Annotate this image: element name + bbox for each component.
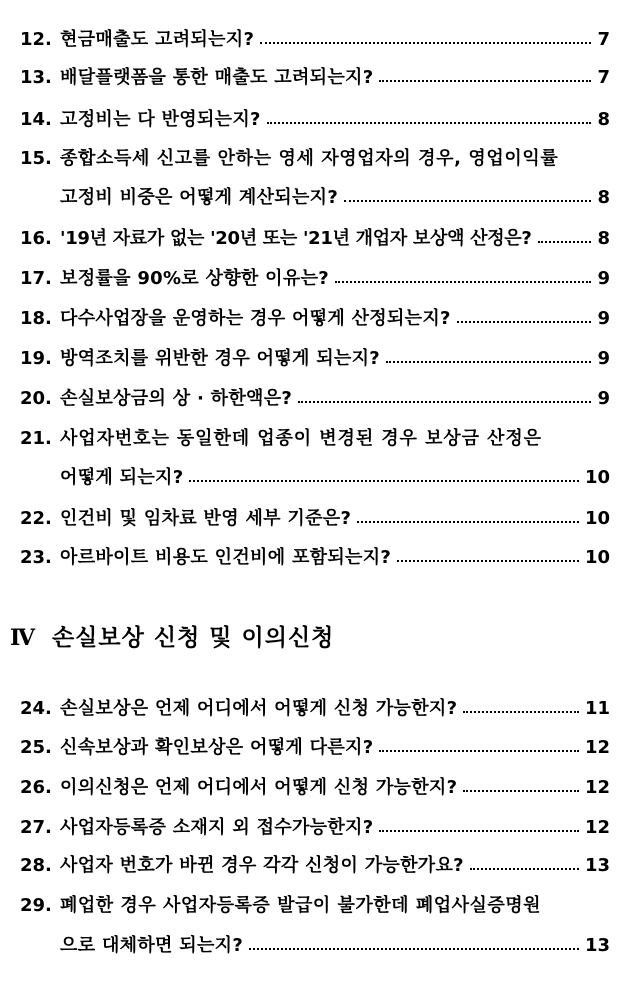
toc-entry-23[interactable] bbox=[20, 544, 610, 572]
section-heading bbox=[10, 620, 334, 656]
page-number: 10 bbox=[584, 467, 610, 488]
entry-number: 18. bbox=[20, 308, 52, 329]
dot-leader bbox=[379, 830, 578, 832]
entry-number: 23. bbox=[20, 547, 52, 568]
entry-number: 28. bbox=[20, 855, 52, 876]
page-number: 11 bbox=[584, 698, 610, 719]
page-number: 12 bbox=[584, 777, 610, 798]
entry-title: 아르바이트 비용도 인건비에 포함되는지? bbox=[60, 547, 392, 568]
entry-title: 으로 대체하면 되는지? bbox=[60, 935, 244, 956]
toc-entry-18[interactable] bbox=[20, 305, 610, 333]
toc-entry-14[interactable] bbox=[20, 106, 610, 134]
entry-number: 13. bbox=[20, 67, 52, 88]
page-number: 12 bbox=[584, 817, 610, 838]
toc-entry-19[interactable] bbox=[20, 345, 610, 373]
entry-title: 보정률을 90%로 상향한 이유는? bbox=[60, 268, 329, 289]
entry-number: 16. bbox=[20, 228, 52, 249]
page-number: 8 bbox=[597, 187, 610, 208]
toc-entry-16[interactable] bbox=[20, 225, 610, 253]
entry-number: 21. bbox=[20, 428, 52, 449]
page-number: 13 bbox=[584, 855, 610, 876]
toc-entry-17[interactable] bbox=[20, 265, 610, 293]
toc-entry-25[interactable] bbox=[20, 734, 610, 762]
toc-entry-21-continuation[interactable] bbox=[60, 464, 610, 492]
dot-leader bbox=[357, 521, 579, 523]
toc-entry-13[interactable] bbox=[20, 64, 610, 92]
dot-leader bbox=[457, 321, 592, 323]
entry-title: 손실보상금의 상 · 하한액은? bbox=[60, 388, 293, 409]
dot-leader bbox=[379, 80, 591, 82]
dot-leader bbox=[379, 750, 578, 752]
page-number: 8 bbox=[597, 109, 610, 130]
dot-leader bbox=[463, 790, 579, 792]
dot-leader bbox=[267, 122, 592, 124]
entry-number: 26. bbox=[20, 777, 52, 798]
dot-leader bbox=[538, 241, 592, 243]
entry-title: 사업자 번호가 바뀐 경우 각각 신청이 가능한가요? bbox=[60, 855, 464, 876]
entry-number: 15. bbox=[20, 148, 52, 169]
entry-title: 고정비는 다 반영되는지? bbox=[60, 109, 261, 130]
entry-title: 고정비 비중은 어떻게 계산되는지? bbox=[60, 187, 339, 208]
toc-entry-15[interactable] bbox=[20, 145, 610, 173]
dot-leader bbox=[260, 42, 591, 44]
dot-leader bbox=[189, 480, 579, 482]
entry-number: 20. bbox=[20, 388, 52, 409]
dot-leader bbox=[298, 401, 591, 403]
entry-title: 방역조치를 위반한 경우 어떻게 되는지? bbox=[60, 348, 381, 369]
page-number: 9 bbox=[597, 348, 610, 369]
entry-number: 19. bbox=[20, 348, 52, 369]
entry-number: 24. bbox=[20, 698, 52, 719]
page-number: 7 bbox=[597, 67, 610, 88]
entry-title: 인건비 및 임차료 반영 세부 기준은? bbox=[60, 508, 352, 529]
entry-number: 29. bbox=[20, 895, 52, 916]
entry-number: 14. bbox=[20, 109, 52, 130]
dot-leader bbox=[397, 560, 579, 562]
dot-leader bbox=[335, 281, 591, 283]
toc-entry-29-continuation[interactable] bbox=[60, 932, 610, 960]
entry-title: 종합소득세 신고를 안하는 영세 자영업자의 경우, 영업이익률 bbox=[60, 148, 559, 169]
toc-entry-21[interactable] bbox=[20, 425, 610, 453]
page-number: 12 bbox=[584, 737, 610, 758]
dot-leader bbox=[470, 868, 579, 870]
entry-title: 현금매출도 고려되는지? bbox=[60, 29, 255, 50]
entry-title: '19년 자료가 없는 '20년 또는 '21년 개업자 보상액 산정은? bbox=[60, 228, 532, 249]
toc-entry-24[interactable] bbox=[20, 695, 610, 723]
page-number: 10 bbox=[584, 508, 610, 529]
page-number: 13 bbox=[584, 935, 610, 956]
toc-entry-15-continuation[interactable] bbox=[60, 184, 610, 212]
entry-number: 27. bbox=[20, 817, 52, 838]
page-number: 9 bbox=[597, 388, 610, 409]
dot-leader bbox=[386, 361, 591, 363]
entry-number: 12. bbox=[20, 29, 52, 50]
entry-number: 25. bbox=[20, 737, 52, 758]
dot-leader bbox=[463, 711, 579, 713]
dot-leader bbox=[249, 948, 579, 950]
entry-title: 사업자번호는 동일한데 업종이 변경된 경우 보상금 산정은 bbox=[60, 428, 542, 449]
entry-number: 22. bbox=[20, 508, 52, 529]
page-number: 8 bbox=[597, 228, 610, 249]
page-number: 9 bbox=[597, 308, 610, 329]
entry-title: 신속보상과 확인보상은 어떻게 다른지? bbox=[60, 737, 374, 758]
section-title: 손실보상 신청 및 이의신청 bbox=[51, 625, 335, 651]
entry-title: 이의신청은 언제 어디에서 어떻게 신청 가능한지? bbox=[60, 777, 458, 798]
page-number: 7 bbox=[597, 29, 610, 50]
toc-entry-12[interactable] bbox=[20, 26, 610, 54]
toc-entry-28[interactable] bbox=[20, 852, 610, 880]
entry-title: 폐업한 경우 사업자등록증 발급이 불가한데 폐업사실증명원 bbox=[60, 895, 542, 916]
entry-title: 배달플랫폼을 통한 매출도 고려되는지? bbox=[60, 67, 374, 88]
dot-leader bbox=[344, 200, 591, 202]
toc-entry-26[interactable] bbox=[20, 774, 610, 802]
page-number: 9 bbox=[597, 268, 610, 289]
entry-title: 사업자등록증 소재지 외 접수가능한지? bbox=[60, 817, 374, 838]
entry-title: 다수사업장을 운영하는 경우 어떻게 산정되는지? bbox=[60, 308, 451, 329]
page-number: 10 bbox=[584, 547, 610, 568]
section-roman-numeral: Ⅳ bbox=[10, 625, 36, 651]
entry-title: 손실보상은 언제 어디에서 어떻게 신청 가능한지? bbox=[60, 698, 458, 719]
entry-number: 17. bbox=[20, 268, 52, 289]
toc-entry-29[interactable] bbox=[20, 892, 610, 920]
toc-entry-22[interactable] bbox=[20, 505, 610, 533]
toc-entry-20[interactable] bbox=[20, 385, 610, 413]
toc-entry-27[interactable] bbox=[20, 814, 610, 842]
entry-title: 어떻게 되는지? bbox=[60, 467, 184, 488]
